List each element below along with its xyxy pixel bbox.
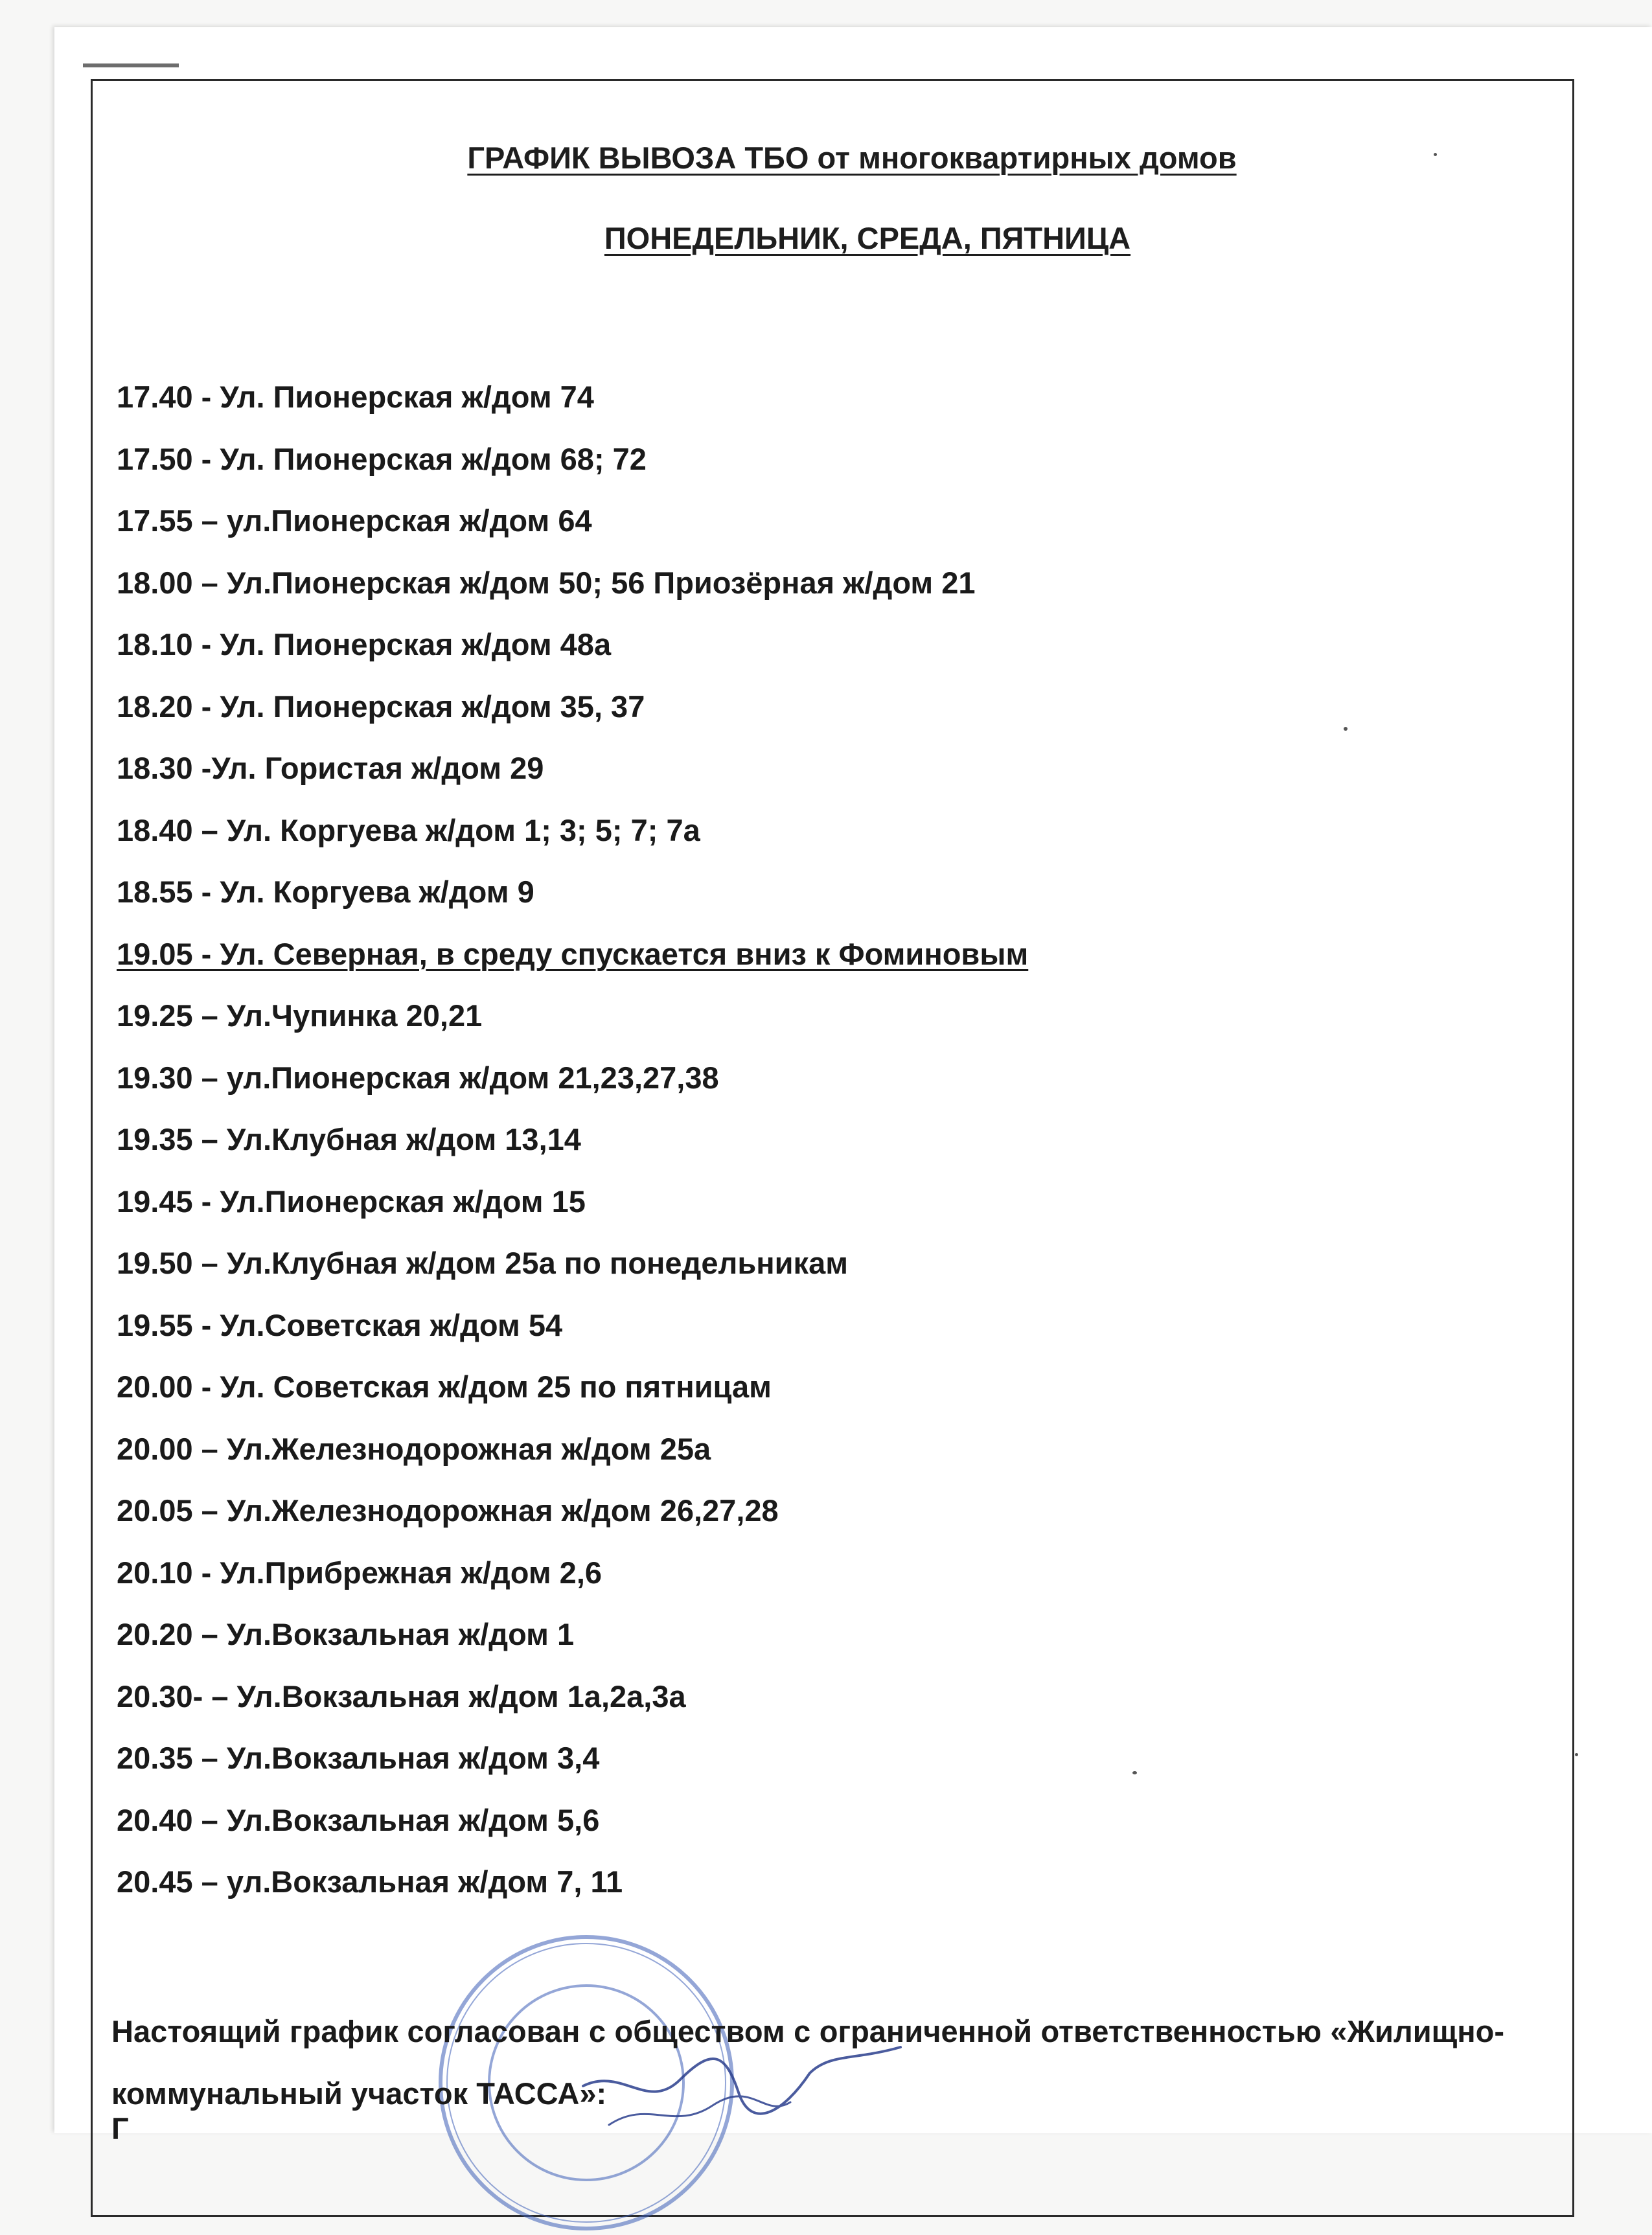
schedule-row-text: 18.40 – Ул. Коргуева ж/дом 1; 3; 5; 7; 7а bbox=[117, 812, 700, 847]
schedule-row bbox=[117, 689, 1477, 751]
schedule-row bbox=[117, 1555, 1477, 1617]
schedule-days-text: ПОНЕДЕЛЬНИК, СРЕДА, ПЯТНИЦА bbox=[604, 221, 1131, 255]
schedule-row bbox=[117, 565, 1477, 627]
schedule-row bbox=[117, 379, 1477, 441]
schedule-row bbox=[117, 1121, 1477, 1184]
scan-speck bbox=[1132, 1771, 1137, 1774]
schedule-row bbox=[117, 1060, 1477, 1122]
schedule-row bbox=[117, 936, 1477, 998]
scan-speck bbox=[1575, 1753, 1578, 1756]
schedule-row-text: 17.55 – ул.Пионерская ж/дом 64 bbox=[117, 503, 592, 538]
schedule-list bbox=[117, 379, 1477, 1926]
scan-speck bbox=[1344, 727, 1348, 731]
footer-tail-text: Г bbox=[111, 2111, 129, 2146]
schedule-row bbox=[117, 1740, 1477, 1802]
schedule-row bbox=[117, 1679, 1477, 1741]
schedule-row-text: 18.20 - Ул. Пионерская ж/дом 35, 37 bbox=[117, 689, 645, 724]
schedule-row-text: 19.55 - Ул.Советская ж/дом 54 bbox=[117, 1307, 563, 1342]
schedule-row bbox=[117, 874, 1477, 936]
schedule-row bbox=[117, 998, 1477, 1060]
schedule-row-text: 19.30 – ул.Пионерская ж/дом 21,23,27,38 bbox=[117, 1060, 719, 1095]
schedule-row-text: 19.35 – Ул.Клубная ж/дом 13,14 bbox=[117, 1122, 581, 1156]
schedule-row-text: 20.40 – Ул.Вокзальная ж/дом 5,6 bbox=[117, 1802, 600, 1837]
schedule-row-text: 20.00 – Ул.Железнодорожная ж/дом 25а bbox=[117, 1431, 711, 1466]
scan-speck bbox=[1434, 153, 1437, 156]
schedule-row bbox=[117, 1616, 1477, 1679]
schedule-row bbox=[117, 1369, 1477, 1431]
schedule-row bbox=[117, 812, 1477, 875]
schedule-row-text: 20.45 – ул.Вокзальная ж/дом 7, 11 bbox=[117, 1864, 623, 1899]
schedule-row bbox=[117, 1184, 1477, 1246]
schedule-row-text: 18.55 - Ул. Коргуева ж/дом 9 bbox=[117, 875, 534, 909]
schedule-row bbox=[117, 1431, 1477, 1493]
schedule-row-text: 20.35 – Ул.Вокзальная ж/дом 3,4 bbox=[117, 1741, 600, 1775]
document-title-text: ГРАФИК ВЫВОЗА ТБО от многоквартирных домов bbox=[467, 141, 1237, 175]
schedule-row bbox=[117, 1307, 1477, 1370]
schedule-row-text: 19.25 – Ул.Чупинка 20,21 bbox=[117, 998, 483, 1033]
schedule-row-text: 17.40 - Ул. Пионерская ж/дом 74 bbox=[117, 380, 594, 414]
schedule-row bbox=[117, 503, 1477, 565]
schedule-row-text: 18.00 – Ул.Пионерская ж/дом 50; 56 Приозёрная ж/дом 21 bbox=[117, 565, 976, 600]
schedule-row-text: 18.30 -Ул. Гористая ж/дом 29 bbox=[117, 751, 544, 785]
schedule-row bbox=[117, 626, 1477, 689]
schedule-row bbox=[117, 750, 1477, 812]
schedule-row-text: 20.30- – Ул.Вокзальная ж/дом 1а,2а,3а bbox=[117, 1679, 686, 1714]
scan-mark bbox=[83, 63, 179, 67]
schedule-row-text: 20.05 – Ул.Железнодорожная ж/дом 26,27,28 bbox=[117, 1493, 779, 1528]
schedule-row bbox=[117, 1864, 1477, 1926]
schedule-row-text: 20.20 – Ул.Вокзальная ж/дом 1 bbox=[117, 1617, 575, 1651]
schedule-row bbox=[117, 1493, 1477, 1555]
document-title bbox=[26, 140, 1652, 176]
approval-text: Настоящий график согласован с обществом с ограниченной ответственностью «Жилищно-коммунальный участок ТАССА»: bbox=[111, 2014, 1504, 2111]
schedule-row-text: 20.10 - Ул.Прибрежная ж/дом 2,6 bbox=[117, 1555, 602, 1590]
schedule-row-text: 19.45 - Ул.Пионерская ж/дом 15 bbox=[117, 1184, 586, 1219]
schedule-row bbox=[117, 441, 1477, 503]
schedule-days bbox=[41, 220, 1652, 256]
schedule-row bbox=[117, 1245, 1477, 1307]
schedule-row-text: 19.05 - Ул. Северная, в среду спускается вниз к Фоминовым bbox=[117, 936, 1029, 971]
schedule-row bbox=[117, 1802, 1477, 1864]
schedule-row-text: 20.00 - Ул. Советская ж/дом 25 по пятницам bbox=[117, 1370, 772, 1404]
schedule-row-text: 19.50 – Ул.Клубная ж/дом 25а по понедельникам bbox=[117, 1246, 848, 1280]
schedule-row-text: 17.50 - Ул. Пионерская ж/дом 68; 72 bbox=[117, 441, 647, 476]
schedule-row-text: 18.10 - Ул. Пионерская ж/дом 48а bbox=[117, 627, 612, 661]
